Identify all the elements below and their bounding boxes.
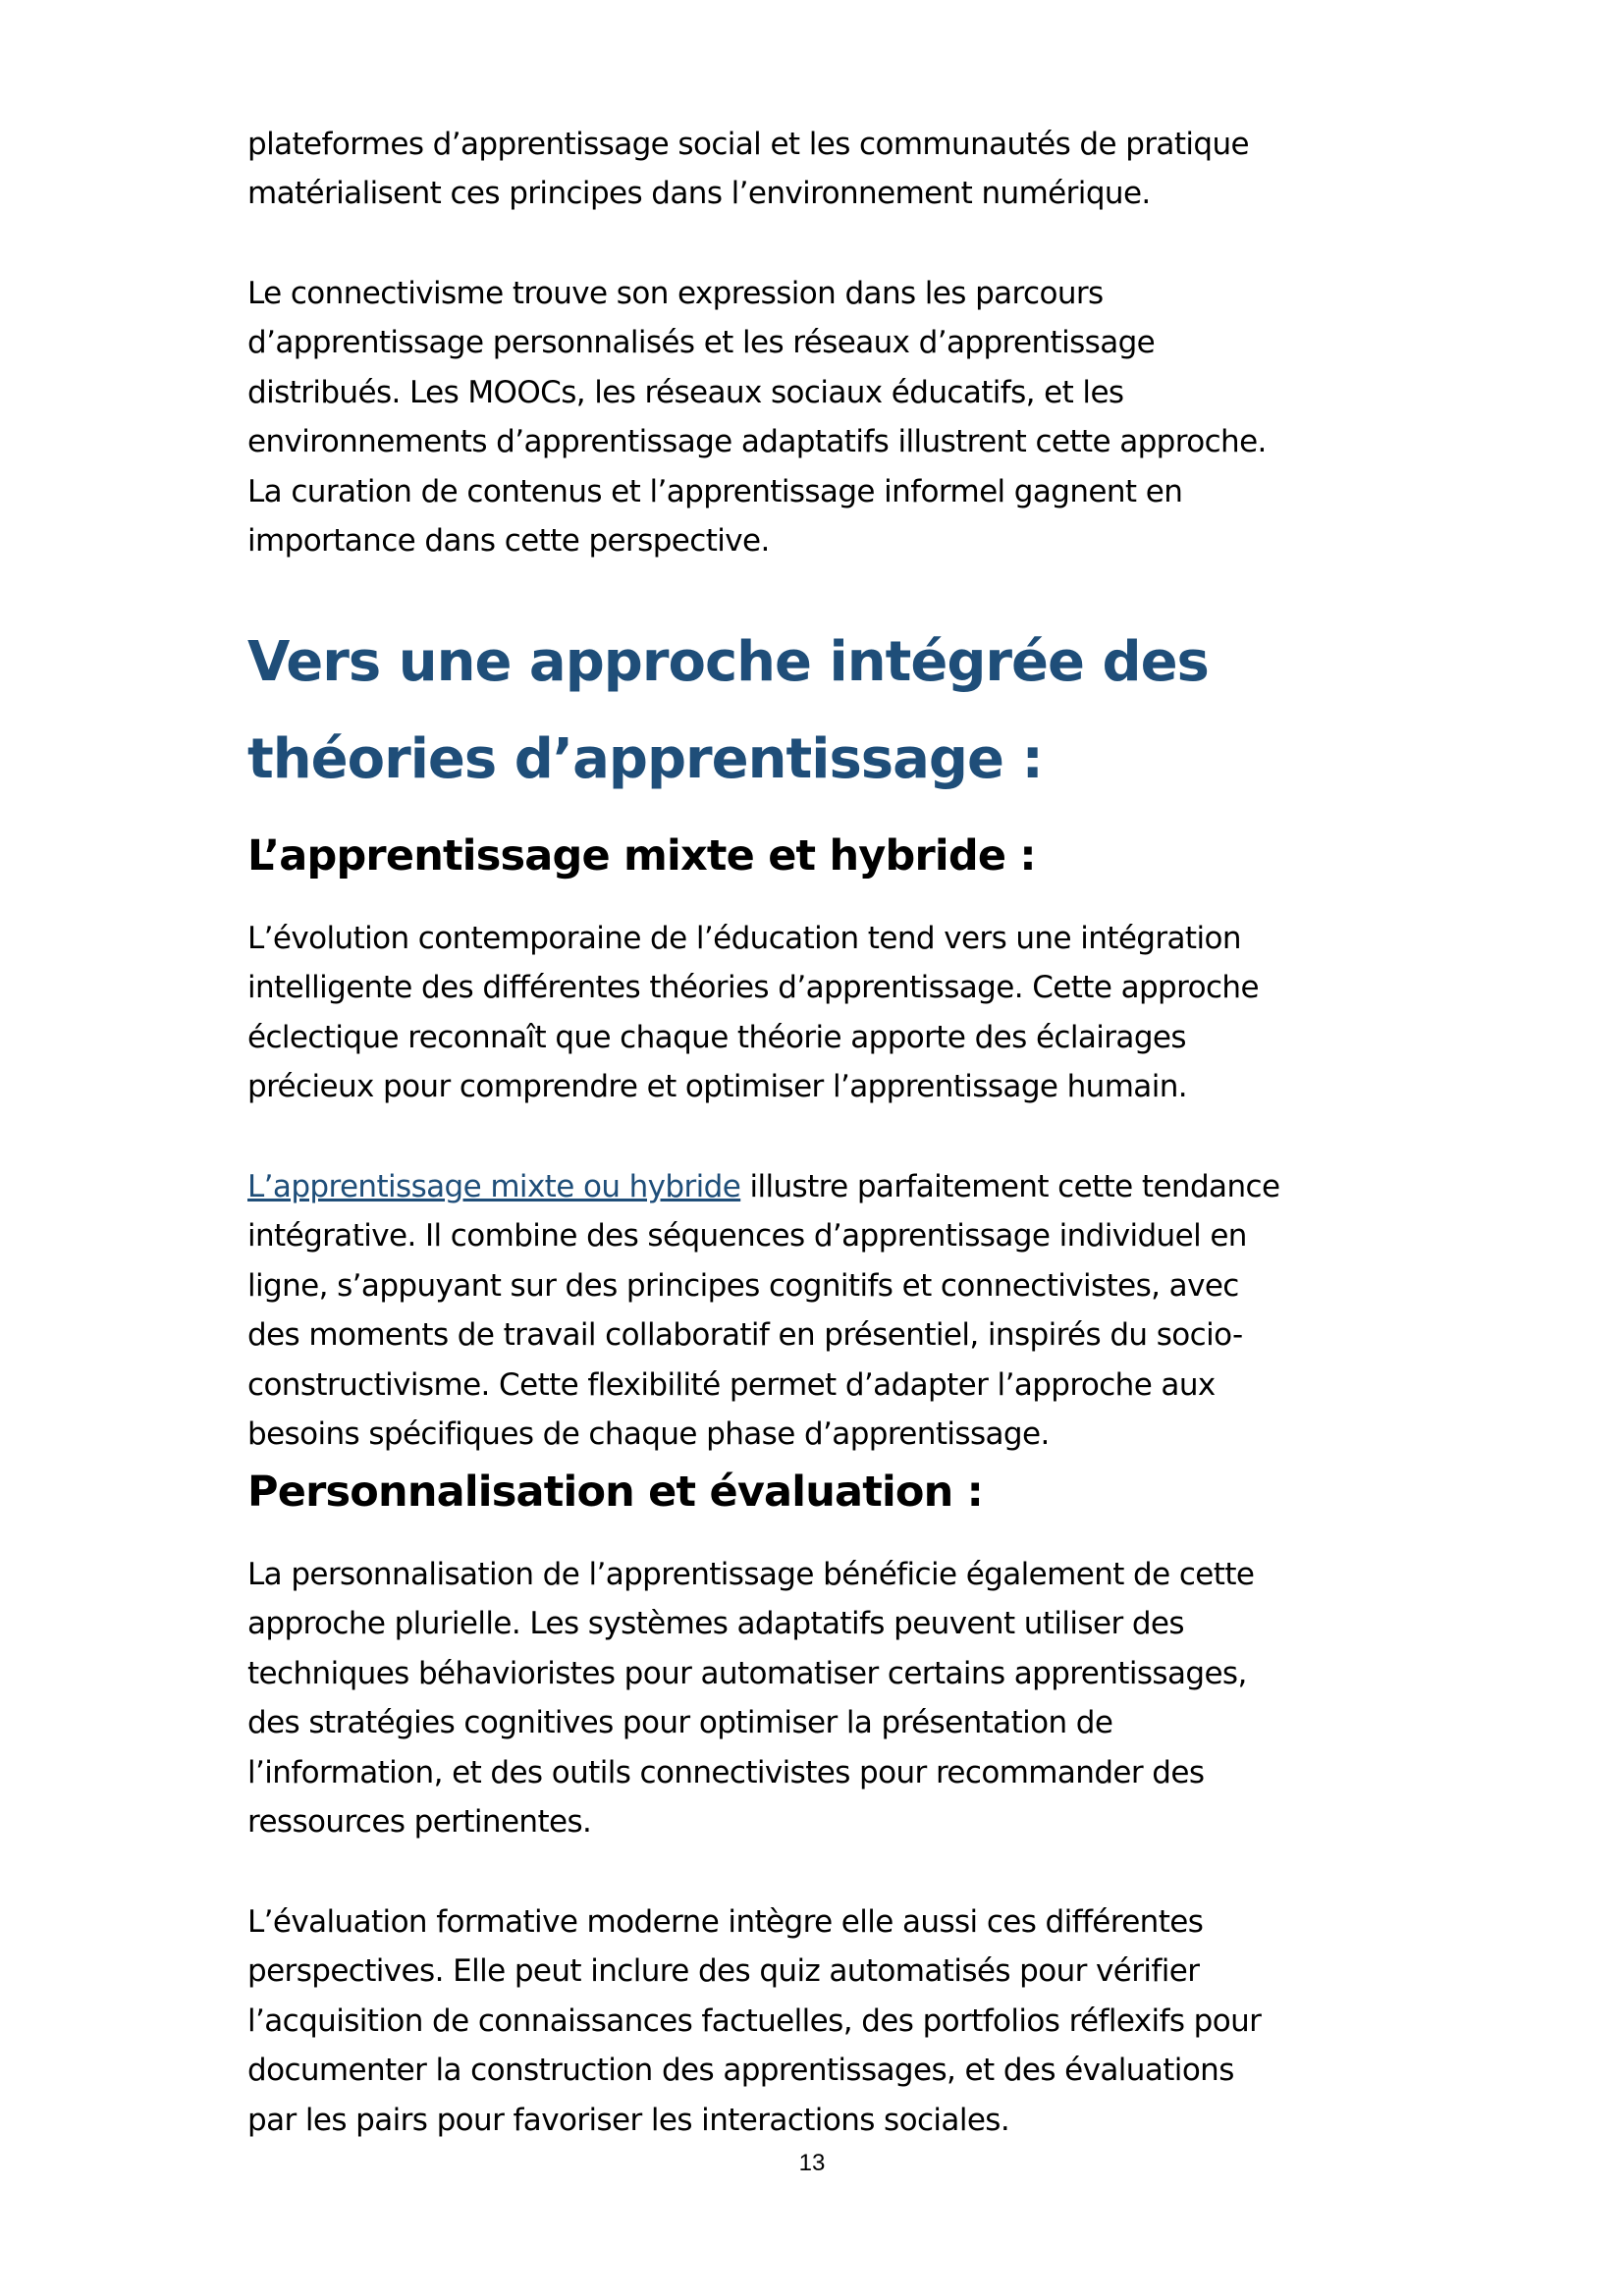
text-line: intelligente des différentes théories d’apprentissage. Cette approche — [247, 970, 1259, 1006]
text-line: environnements d’apprentissage adaptatifs illustrent cette approche. — [247, 424, 1267, 460]
text-line: La personnalisation de l’apprentissage bénéficie également de cette — [247, 1557, 1255, 1592]
text-line: perspectives. Elle peut inclure des quiz automatisés pour vérifier — [247, 1953, 1200, 1990]
link-apprentissage-mixte[interactable]: L’apprentissage mixte ou hybride — [247, 1169, 741, 1204]
paragraph-continuation — [247, 120, 1406, 219]
text-line: ressources pertinentes. — [247, 1803, 592, 1840]
text-fragment: illustre parfaitement cette tendance — [740, 1169, 1280, 1204]
text-line: éclectique reconnaît que chaque théorie apporte des éclairages — [247, 1019, 1186, 1055]
text-line: constructivisme. Cette flexibilité permet d’adapter l’approche aux — [247, 1366, 1216, 1403]
page-number: 13 — [798, 2150, 826, 2176]
subheading-apprentissage-mixte: L’apprentissage mixte et hybride : — [247, 831, 1036, 881]
text-line: précieux pour comprendre et optimiser l’apprentissage humain. — [247, 1069, 1188, 1105]
subheading-personnalisation: Personnalisation et évaluation : — [247, 1468, 984, 1517]
text-line: L’évolution contemporaine de l’éducation tend vers une intégration — [247, 921, 1241, 956]
text-line: La curation de contenus et l’apprentissage informel gagnent en — [247, 473, 1183, 509]
text-line: besoins spécifiques de chaque phase d’apprentissage. — [247, 1415, 1050, 1452]
paragraph-connectivisme — [247, 269, 1406, 565]
text-line: l’information, et des outils connectivistes pour recommander des — [247, 1754, 1205, 1790]
text-line: Le connectivisme trouve son expression dans les parcours — [247, 276, 1104, 311]
text-line: techniques béhavioristes pour automatiser certains apprentissages, — [247, 1655, 1247, 1691]
paragraph-evaluation — [247, 1897, 1406, 2145]
text-line: ligne, s’appuyant sur des principes cognitifs et connectivistes, avec — [247, 1267, 1239, 1304]
text-line — [247, 1162, 1406, 1211]
text-line: l’acquisition de connaissances factuelles, des portfolios réflexifs pour — [247, 2002, 1262, 2039]
paragraph-hybride — [247, 1162, 1406, 1459]
text-line: distribués. Les MOOCs, les réseaux sociaux éducatifs, et les — [247, 374, 1124, 410]
text-line: par les pairs pour favoriser les interactions sociales. — [247, 2102, 1010, 2138]
text-line: des stratégies cognitives pour optimiser la présentation de — [247, 1705, 1113, 1741]
text-line: d’apprentissage personnalisés et les réseaux d’apprentissage — [247, 325, 1156, 361]
paragraph-personnalisation — [247, 1550, 1406, 1846]
text-line: matérialisent ces principes dans l’environnement numérique. — [247, 176, 1151, 212]
heading-line: théories d’apprentissage : — [247, 727, 1043, 791]
heading-line: Vers une approche intégrée des — [247, 630, 1209, 694]
section-heading — [247, 614, 1406, 808]
text-line: intégrative. Il combine des séquences d’apprentissage individuel en — [247, 1218, 1247, 1255]
text-line: documenter la construction des apprentissages, et des évaluations — [247, 2053, 1234, 2089]
paragraph-evolution — [247, 914, 1406, 1112]
text-line: importance dans cette perspective. — [247, 522, 770, 559]
text-line: L’évaluation formative moderne intègre elle aussi ces différentes — [247, 1904, 1204, 1940]
text-line: approche plurielle. Les systèmes adaptatifs peuvent utiliser des — [247, 1606, 1184, 1642]
text-line: plateformes d’apprentissage social et les communautés de pratique — [247, 127, 1249, 162]
text-line: des moments de travail collaboratif en présentiel, inspirés du socio- — [247, 1317, 1243, 1354]
